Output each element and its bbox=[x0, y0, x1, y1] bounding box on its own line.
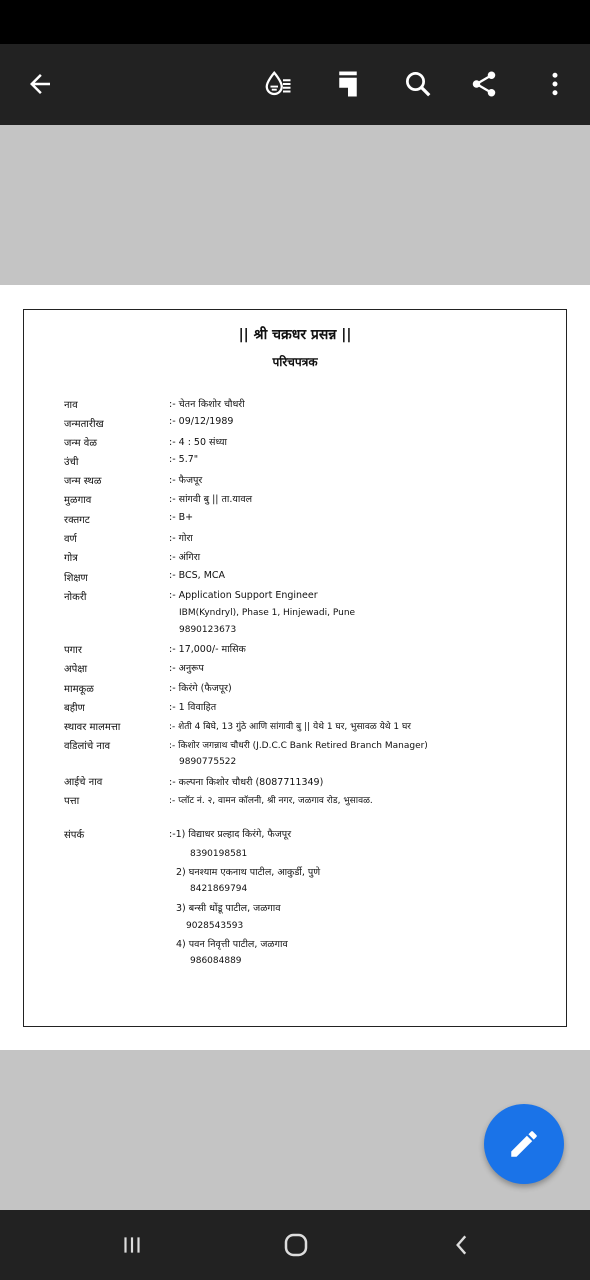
field-value-expectation: :- अनुरूप bbox=[169, 663, 204, 674]
field-label-contact: संपर्क bbox=[64, 830, 85, 841]
field-label-mother-name: आईचे नाव bbox=[64, 777, 103, 788]
back-arrow-icon[interactable] bbox=[18, 62, 62, 106]
field-label-birth-time: जन्म वेळ bbox=[64, 438, 97, 449]
back-icon[interactable] bbox=[440, 1225, 484, 1265]
recent-apps-icon[interactable] bbox=[110, 1225, 154, 1265]
field-label-salary: पगार bbox=[64, 645, 82, 656]
home-icon[interactable] bbox=[274, 1225, 318, 1265]
document-subtitle: परिचपत्रक bbox=[272, 355, 318, 369]
job-address: IBM(Kyndryl), Phase 1, Hinjewadi, Pune bbox=[179, 608, 356, 618]
field-value-complexion: :- गोरा bbox=[169, 533, 193, 544]
field-value-mother-name: :- कल्पना किशोर चौधरी (8087711349) bbox=[169, 777, 324, 788]
page-view-icon[interactable] bbox=[326, 62, 370, 106]
edit-fab-button[interactable] bbox=[484, 1104, 564, 1184]
document-title: || श्री चक्रधर प्रसन्न || bbox=[238, 327, 352, 343]
field-value-name: :- चेतन किशोर चौधरी bbox=[169, 399, 245, 410]
field-value-job: :- Application Support Engineer bbox=[169, 590, 318, 601]
search-icon[interactable] bbox=[396, 62, 440, 106]
field-label-address: पत्ता bbox=[64, 796, 80, 807]
ink-drop-icon[interactable] bbox=[256, 62, 300, 106]
field-value-property: :- शेती 4 बिघे, 13 गुंठे आणि सांगावी बु || येथे 1 घर, भुसावळ येथे 1 घर bbox=[169, 722, 411, 732]
system-nav-bar bbox=[0, 1210, 590, 1280]
field-value-salary: :- 17,000/- मासिक bbox=[169, 644, 246, 655]
field-label-sister: बहीण bbox=[64, 703, 85, 714]
field-label-job: नोकरी bbox=[64, 592, 87, 603]
field-label-father-name: वडिलांचे नाव bbox=[64, 741, 111, 752]
field-value-birth-date: :- 09/12/1989 bbox=[169, 416, 234, 427]
contact-3-name: 3) बन्सी धोंडू पाटील, जळगाव bbox=[176, 903, 281, 914]
contact-4-name: 4) पवन निवृत्ती पाटील, जळगाव bbox=[176, 939, 288, 950]
app-toolbar bbox=[0, 44, 590, 125]
field-label-expectation: अपेक्षा bbox=[64, 664, 88, 675]
field-value-blood-group: :- B+ bbox=[169, 512, 194, 523]
document-border bbox=[23, 309, 567, 1027]
field-value-maternal-family: :- किरंगे (फैजपूर) bbox=[169, 683, 232, 694]
field-label-blood-group: रक्तगट bbox=[64, 515, 90, 526]
father-phone: 9890775522 bbox=[179, 757, 237, 767]
field-value-birth-time: :- 4 : 50 संध्या bbox=[169, 437, 228, 448]
edit-pencil-icon bbox=[507, 1127, 541, 1161]
field-value-birth-place: :- फैजपूर bbox=[169, 475, 203, 486]
field-label-birth-place: जन्म स्थळ bbox=[64, 476, 102, 487]
field-label-complexion: वर्ण bbox=[64, 534, 77, 545]
field-value-education: :- BCS, MCA bbox=[169, 570, 226, 581]
field-value-address: :- प्लॉट नं. २, वामन कॉलनी, श्री नगर, जळगाव रोड, भुसावळ. bbox=[169, 796, 373, 806]
field-label-height: उंची bbox=[64, 457, 79, 468]
document-page[interactable] bbox=[0, 285, 590, 1050]
contact-2-phone: 8421869794 bbox=[190, 884, 248, 894]
field-value-gotra: :- अंगिरा bbox=[169, 552, 201, 563]
contact-2-name: 2) घनश्याम एकनाथ पाटील, आकुर्डी, पुणे bbox=[176, 867, 321, 878]
contact-1-phone: 8390198581 bbox=[190, 849, 248, 859]
more-vert-icon[interactable] bbox=[533, 62, 577, 106]
field-value-native-place: :- सांगवी बु || ता.यावल bbox=[169, 494, 253, 505]
field-label-birth-date: जन्मतारीख bbox=[64, 419, 104, 430]
viewer-background bbox=[0, 125, 590, 285]
contact-3-phone: 9028543593 bbox=[186, 921, 244, 931]
field-label-native-place: मुळगाव bbox=[64, 495, 92, 506]
field-label-maternal-family: मामकूळ bbox=[64, 684, 94, 695]
contact-4-phone: 986084889 bbox=[190, 956, 242, 966]
field-value-father-name: :- किशोर जगन्नाथ चौधरी (J.D.C.C Bank Retired Branch Manager) bbox=[169, 741, 428, 751]
field-value-sister: :- 1 विवाहित bbox=[169, 702, 217, 713]
field-value-height: :- 5.7" bbox=[169, 454, 199, 465]
contact-1-name: :-1) विद्याधर प्रल्हाद किरंगे, फैजपूर bbox=[169, 829, 292, 840]
field-label-name: नाव bbox=[64, 400, 78, 411]
field-label-education: शिक्षण bbox=[64, 573, 88, 584]
share-icon[interactable] bbox=[462, 62, 506, 106]
field-label-gotra: गोत्र bbox=[64, 553, 78, 564]
status-bar bbox=[0, 0, 590, 44]
job-phone: 9890123673 bbox=[179, 625, 237, 635]
field-label-property: स्थावर मालमत्ता bbox=[64, 722, 121, 733]
